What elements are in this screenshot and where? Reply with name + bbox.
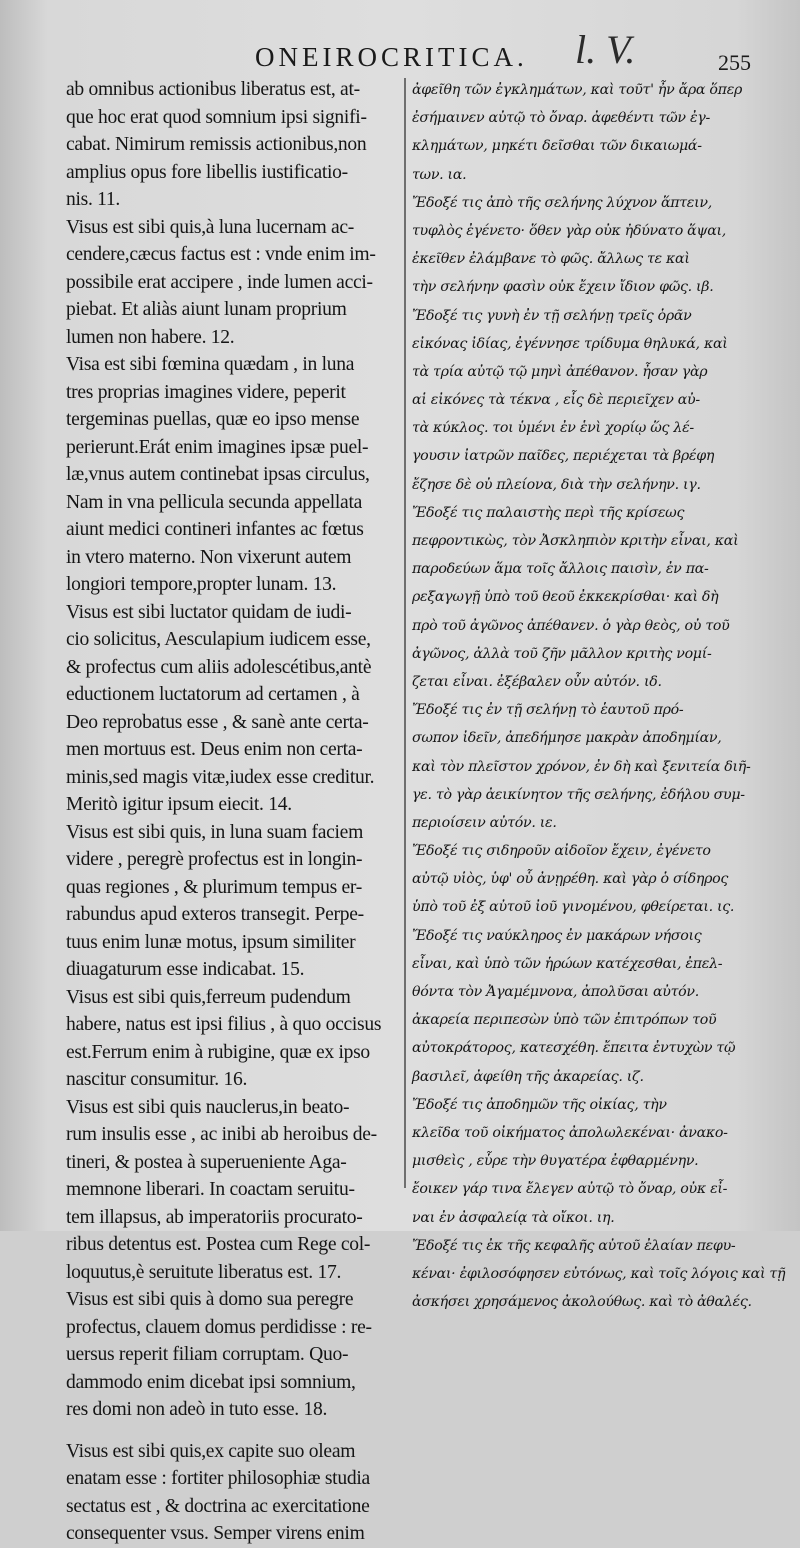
text-line: Meritò igitur ipsum eiecit. 14. bbox=[66, 794, 292, 815]
text-line: ἀκαρεία περιπεσὼν ὑπὸ τῶν ἐπιτρόπων τοῦ bbox=[412, 1012, 717, 1029]
text-line: memnone liberari. In coactam seruitu- bbox=[66, 1179, 355, 1200]
page-number: 255 bbox=[718, 50, 751, 75]
text-line: εἰκόνας ἰδίας, ἐγέννησε τρίδυμα θηλυκά, καὶ bbox=[412, 335, 728, 352]
text-line: κλημάτων, μηκέτι δεῖσθαι τῶν δικαιωμά- bbox=[412, 138, 702, 155]
text-line: læ,vnus autem continebat ipsas circulus, bbox=[66, 464, 370, 485]
text-line: πεφροντικὼς, τὸν Ἀσκληπιὸν κριτὴν εἶναι, καὶ bbox=[412, 533, 739, 549]
text-line: Visus est sibi quis à domo sua peregre bbox=[66, 1289, 354, 1310]
text-line: κλεῖδα τοῦ οἰκήματος ἀπολωλεκέναι· ἀνακο- bbox=[412, 1124, 728, 1141]
column-divider bbox=[404, 78, 406, 1188]
running-title: ONEIROCRITICA. bbox=[255, 42, 528, 72]
text-line: θόντα τὸν Ἀγαμέμνονα, ἀπολῦσαι αὐτόν. bbox=[412, 984, 699, 1000]
text-line: ναι ἐν ἀσφαλείᾳ τὰ οἴκοι. ιη. bbox=[412, 1209, 615, 1226]
text-line: γουσιν ἰατρῶν παῖδες, περιέχεται τὰ βρέφη bbox=[412, 448, 715, 465]
text-line: ribus detentus est. Postea cum Rege col- bbox=[66, 1234, 371, 1255]
book-number-annotation: l. V. bbox=[575, 27, 636, 72]
text-line: nascitur consumitur. 16. bbox=[66, 1069, 248, 1090]
text-line: τὰ κύκλος. τοι ὑμένι ἐν ἑνὶ χορίῳ ὥς λέ- bbox=[412, 420, 694, 437]
text-line: σωπον ἰδεῖν, ἀπεδήμησε μακρὰν ἀποδημίαν, bbox=[412, 730, 722, 747]
text-line: quas regiones , & plurimum tempus er- bbox=[66, 876, 362, 898]
text-line: perierunt.Erát enim imagines ipsæ puel- bbox=[66, 436, 369, 458]
text-line: ἀφεῖθη τῶν ἐγκλημάτων, καὶ τοῦτ' ἦν ἄρα ὅπερ bbox=[412, 82, 743, 98]
text-line: αὐτοκράτορος, κατεσχέθη. ἔπειτα ἐντυχὼν τῷ bbox=[412, 1040, 736, 1057]
text-line: Visus est sibi luctator quidam de iudi- bbox=[66, 601, 352, 623]
text-line: Visus est sibi quis,à luna lucernam ac- bbox=[66, 216, 355, 238]
text-line: Ἔδοξέ τις ναύκληρος ἐν μακάρων νήσοις bbox=[412, 927, 702, 944]
text-line: uersus reperit filiam corruptam. Quo- bbox=[66, 1344, 349, 1365]
text-line: ἐκεῖθεν ἐλάμβανε τὸ φῶς. ἄλλως τε καὶ bbox=[412, 251, 690, 268]
text-line: cio solicitus, Aesculapium iudicem esse, bbox=[66, 629, 371, 650]
text-line: Ἔδοξέ τις ἀπὸ τῆς σελήνης λύχνον ἅπτειν, bbox=[412, 194, 712, 211]
text-line: loquutus,è seruitute liberatus est. 17. bbox=[66, 1261, 342, 1283]
text-line: Nam in vna pellicula secunda appellata bbox=[66, 491, 362, 513]
text-line: tem illapsus, ab imperatoriis procurato- bbox=[66, 1206, 363, 1228]
text-line: enatam esse : fortiter philosophiæ studia bbox=[66, 1468, 370, 1489]
text-line: cendere,cæcus factus est : vnde enim im- bbox=[66, 244, 376, 265]
text-line: sectatus est , & doctrina ac exercitatione bbox=[66, 1495, 370, 1517]
text-line: Ἔδοξέ τις σιδηροῦν αἰδοῖον ἔχειν, ἐγένετο bbox=[412, 843, 711, 860]
text-line: Visus est sibi quis nauclerus,in beato- bbox=[66, 1096, 350, 1118]
text-line: cabat. Nimirum remissis actionibus,non bbox=[66, 134, 367, 155]
text-line: Deo reprobatus esse , & sanè ante certa- bbox=[66, 711, 369, 733]
text-line: των. ια. bbox=[412, 166, 467, 183]
text-line: & profectus cum aliis adolescétibus,antè bbox=[66, 656, 372, 678]
greek-column bbox=[412, 76, 786, 1316]
text-line: rum insulis esse , ac inibi ab heroibus de- bbox=[66, 1124, 377, 1145]
text-line: aiunt medici contineri infantes ac fœtus bbox=[66, 519, 364, 540]
text-line: αὐτῷ υἱὸς, ὑφ' οὗ ἀνῃρέθη. καὶ γὰρ ὁ σίδηρος bbox=[412, 871, 729, 888]
text-line: longiori tempore,propter lunam. 13. bbox=[66, 574, 337, 595]
text-line: ὑπὸ τοῦ ἐξ αὐτοῦ ἰοῦ γινομένου, φθείρεται. ις. bbox=[412, 899, 735, 916]
text-line: diuagaturum esse indicabat. 15. bbox=[66, 959, 305, 980]
text-line: γε. τὸ γὰρ ἀεικίνητον τῆς σελήνης, ἐδήλου συμ- bbox=[412, 786, 745, 803]
text-line: possibile erat accipere , inde lumen acci- bbox=[66, 271, 373, 293]
text-line: παροδεύων ἅμα τοῖς ἄλλοις παισὶν, ἐν πα- bbox=[412, 561, 709, 578]
text-line: εἶναι, καὶ ὑπὸ τῶν ἡρώων κατέχεσθαι, ἐπελ- bbox=[412, 955, 723, 972]
text-line: τὰ τρία αὐτῷ τῷ μηνὶ ἀπέθανον. ἦσαν γὰρ bbox=[412, 363, 708, 380]
text-line: ἀσκήσει χρησάμενος ἀκολούθως. καὶ τὸ ἀθαλές. bbox=[412, 1294, 752, 1311]
text-line: dammodo enim dicebat ipsi somnium, bbox=[66, 1371, 356, 1393]
latin-column bbox=[66, 76, 396, 1548]
text-line: tineri, & postea à superueniente Aga- bbox=[66, 1151, 347, 1173]
text-line: ρεξαγωγῇ ὑπὸ τοῦ θεοῦ ἐκκεκρίσθαι· καὶ δὴ bbox=[412, 589, 719, 606]
text-line: πρὸ τοῦ ἀγῶνος ἀπέθανεν. ὁ γὰρ θεὸς, οὐ τοῦ bbox=[412, 617, 730, 634]
text-line: ab omnibus actionibus liberatus est, at- bbox=[66, 79, 360, 100]
text-line: Ἔδοξέ τις παλαιστὴς περὶ τῆς κρίσεως bbox=[412, 504, 685, 521]
text-line: nis. 11. bbox=[66, 189, 121, 210]
text-line: tuus enim lunæ motus, ipsum similiter bbox=[66, 931, 356, 953]
text-line: est.Ferrum enim à rubigine, quæ ex ipso bbox=[66, 1041, 370, 1063]
text-line: tres proprias imagines videre, peperit bbox=[66, 381, 346, 403]
text-line: καὶ τὸν πλεῖστον χρόνον, ἐν δὴ καὶ ξενιτεία διῆ- bbox=[412, 758, 751, 775]
text-line: videre , peregrè profectus est in longin- bbox=[66, 849, 363, 870]
text-line: ἀγῶνος, ἀλλὰ τοῦ ζῆν μᾶλλον κριτὴς νομί- bbox=[412, 645, 712, 662]
text-line: in vtero materno. Non vixerunt autem bbox=[66, 546, 352, 568]
text-line: piebat. Et aliàs aiunt lunam proprium bbox=[66, 299, 347, 320]
paragraph-gap bbox=[66, 1424, 396, 1438]
text-line: minis,sed magis vitæ,iudex esse creditur. bbox=[66, 766, 375, 788]
text-line: que hoc erat quod somnium ipsi signifi- bbox=[66, 106, 367, 128]
text-line: τυφλὸς ἐγένετο· ὅθεν γὰρ οὐκ ἠδύνατο ἅψαι, bbox=[412, 222, 727, 239]
text-line: ἔοικεν γάρ τινα ἔλεγεν αὐτῷ τὸ ὄναρ, οὐκ εἶ- bbox=[412, 1181, 728, 1198]
text-line: κέναι· ἐφιλοσόφησεν εὐτόνως, καὶ τοῖς λόγοις καὶ τῇ bbox=[412, 1265, 786, 1282]
text-line: lumen non habere. 12. bbox=[66, 326, 235, 348]
text-line: Ἔδοξέ τις ἀποδημῶν τῆς οἰκίας, τὴν bbox=[412, 1096, 667, 1113]
text-line: Visus est sibi quis, in luna suam faciem bbox=[66, 821, 364, 843]
text-line: Visa est sibi fœmina quædam , in luna bbox=[66, 354, 355, 375]
text-line: περιοίσειν αὐτόν. ιε. bbox=[412, 814, 557, 831]
text-line: ἔζησε δὲ οὐ πλείονα, διὰ τὴν σελήνην. ιγ. bbox=[412, 476, 701, 493]
text-line: rabundus apud exteros transegit. Perpe- bbox=[66, 904, 364, 925]
text-line: τὴν σελήνην φασὶν οὐκ ἔχειν ἴδιον φῶς. ιβ. bbox=[412, 279, 714, 296]
text-line: consequenter vsus. Semper virens enim bbox=[66, 1523, 365, 1544]
text-line: μισθεὶς , εὗρε τὴν θυγατέρα ἐφθαρμένην. bbox=[412, 1153, 699, 1170]
text-line: Ἔδοξέ τις γυνὴ ἐν τῇ σελήνῃ τρεῖς ὁρᾶν bbox=[412, 307, 692, 324]
text-line: βασιλεῖ, ἀφείθη τῆς ἀκαρείας. ιζ. bbox=[412, 1068, 644, 1085]
page-header bbox=[0, 27, 800, 78]
text-line: Ἔδοξέ τις ἐκ τῆς κεφαλῆς αὐτοῦ ἐλαίαν πεφυ- bbox=[412, 1237, 736, 1254]
text-line: ἐσήμαινεν αὐτῷ τὸ ὄναρ. ἀφεθέντι τῶν ἐγ- bbox=[412, 110, 710, 127]
text-line: men mortuus est. Deus enim non certa- bbox=[66, 739, 363, 760]
text-line: αἱ εἰκόνες τὰ τέκνα , εἷς δὲ περιεῖχεν αὐ- bbox=[412, 392, 700, 409]
text-line: Visus est sibi quis,ferreum pudendum bbox=[66, 986, 351, 1008]
text-line: Ἔδοξέ τις ἐν τῇ σελήνῃ τὸ ἑαυτοῦ πρό- bbox=[412, 702, 684, 719]
text-line: ζεται εἶναι. ἐξέβαλεν οὖν αὐτόν. ιδ. bbox=[412, 673, 662, 690]
text-line: tergeminas puellas, quæ eo ipso mense bbox=[66, 409, 360, 430]
text-line: amplius opus fore libellis iustificatio- bbox=[66, 161, 348, 183]
text-line: res domi non adeò in tuto esse. 18. bbox=[66, 1399, 328, 1420]
text-line: eductionem luctatorum ad certamen , à bbox=[66, 684, 360, 705]
text-line: profectus, clauem domus perdidisse : re- bbox=[66, 1316, 372, 1338]
text-line: habere, natus est ipsi filius , à quo occisus bbox=[66, 1014, 382, 1035]
text-line: Visus est sibi quis,ex capite suo oleam bbox=[66, 1440, 356, 1462]
